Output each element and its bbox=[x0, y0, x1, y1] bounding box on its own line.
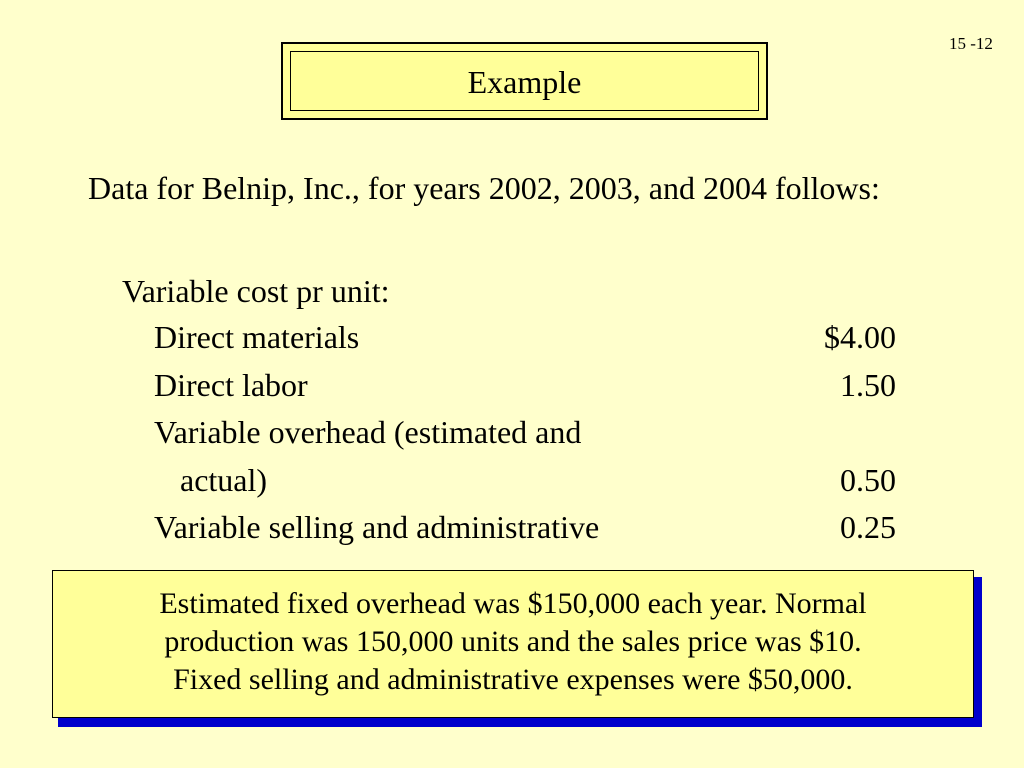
title-box bbox=[281, 42, 768, 120]
intro-text: Data for Belnip, Inc., for years 2002, 2003, and 2004 follows: bbox=[88, 170, 880, 206]
note-text bbox=[53, 585, 973, 699]
cost-row-variable-selling-admin bbox=[154, 508, 896, 546]
cost-value: 0.50 bbox=[840, 462, 896, 498]
cost-label: Variable overhead (estimated and bbox=[154, 414, 582, 450]
cost-table-heading: Variable cost pr unit: bbox=[122, 273, 390, 309]
cost-value: $4.00 bbox=[824, 319, 896, 355]
note-line: Fixed selling and administrative expenses were $50,000. bbox=[173, 663, 853, 696]
cost-label: Direct materials bbox=[154, 319, 360, 355]
cost-value: 1.50 bbox=[840, 367, 896, 403]
cost-label: actual) bbox=[180, 462, 268, 498]
slide-title: Example bbox=[467, 64, 582, 100]
cost-value: 0.25 bbox=[840, 509, 896, 545]
slide-number: 15 -12 bbox=[949, 34, 993, 53]
note-line: production was 150,000 units and the sales price was $10. bbox=[164, 625, 862, 658]
note-box bbox=[52, 570, 974, 718]
note-line: Estimated fixed overhead was $150,000 each year. Normal bbox=[159, 587, 867, 620]
cost-label: Direct labor bbox=[154, 367, 308, 403]
cost-row-variable-overhead bbox=[154, 413, 896, 451]
cost-label: Variable selling and administrative bbox=[154, 509, 600, 545]
cost-row-direct-labor bbox=[154, 366, 896, 404]
cost-row-variable-overhead-cont bbox=[154, 461, 896, 499]
cost-row-direct-materials bbox=[154, 318, 896, 356]
